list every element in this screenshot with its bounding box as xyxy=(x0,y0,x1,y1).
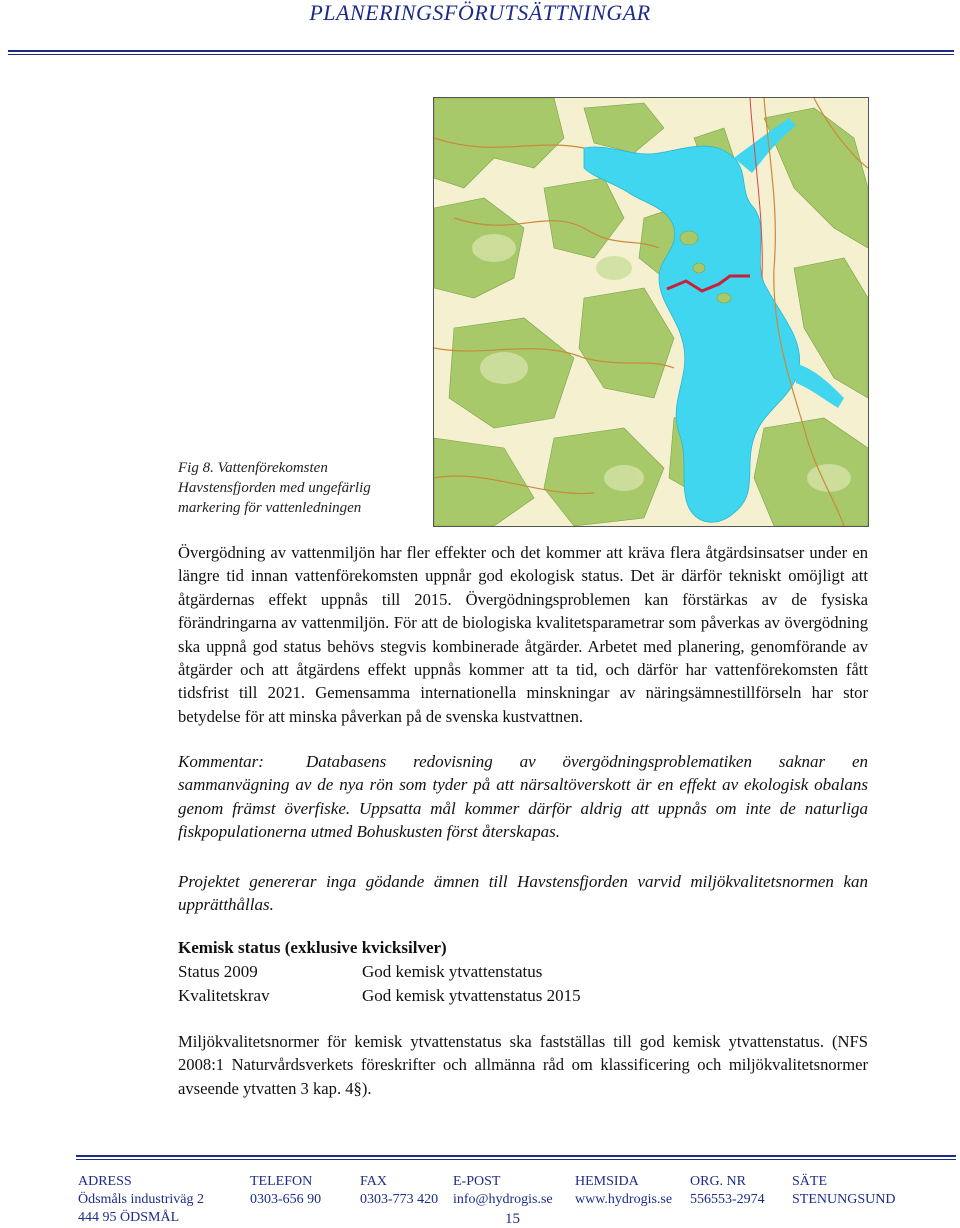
comment-label: Kommentar: xyxy=(178,752,264,771)
footer-fax xyxy=(360,1173,438,1209)
footer-orgnr xyxy=(690,1173,765,1209)
kemisk-row-value: God kemisk ytvattenstatus 2015 xyxy=(362,986,581,1005)
kemisk-status-row xyxy=(178,962,542,982)
footer-hemsida-link[interactable]: www.hydrogis.se xyxy=(575,1192,673,1207)
kemisk-status-row xyxy=(178,986,581,1006)
header-divider xyxy=(8,50,954,52)
kemisk-row-value: God kemisk ytvattenstatus xyxy=(362,962,543,981)
caption-line: Havstensfjorden med ungefärlig xyxy=(178,480,371,496)
footer-adress-line2: 444 95 ÖDSMÅL xyxy=(78,1210,180,1225)
footer-telefon xyxy=(250,1173,321,1209)
comment-text: Databasens redovisning av övergödningsproblematiken saknar en sammanvägning av de nya rön som tyder på att närsaltöverskott är en effekt av ekologisk obalans genom främst överfiske. Uppsatta mål kommer därför aldrig att uppnås om inte de naturliga fiskpopulationerna utmed Bohuskusten först återskapas. xyxy=(178,752,868,842)
map-graphic xyxy=(434,98,868,526)
header-divider-thin xyxy=(8,54,954,55)
comment-paragraph xyxy=(178,750,868,844)
caption-line: Fig 8. Vattenförekomsten xyxy=(178,460,328,476)
figure-caption xyxy=(178,458,418,518)
caption-line: markering för vattenledningen xyxy=(178,500,362,516)
footer-telefon-label: TELEFON xyxy=(250,1174,313,1189)
footer-orgnr-label: ORG. NR xyxy=(690,1174,747,1189)
footer-divider-thin xyxy=(76,1159,956,1160)
footer-adress-label: ADRESS xyxy=(78,1174,132,1189)
page-number: 15 xyxy=(505,1211,520,1227)
kemisk-status-heading: Kemisk status (exklusive kvicksilver) xyxy=(178,938,447,957)
footer-orgnr-value: 556553-2974 xyxy=(690,1192,765,1207)
footer-sate-label: SÄTE xyxy=(792,1174,827,1189)
footer-epost-label: E-POST xyxy=(453,1174,501,1189)
footer-hemsida xyxy=(575,1173,672,1209)
footer-divider xyxy=(76,1155,956,1157)
footer-telefon-value: 0303-656 90 xyxy=(250,1192,322,1207)
miljokvalitetsnorm-paragraph: Miljökvalitetsnormer för kemisk ytvattenstatus ska fastställas till god kemisk ytvattenstatus. (NFS 2008:1 Naturvårdsverkets föreskrifter och allmänna råd om klassificering och miljökvalitetsnormer avseende ytvatten 3 kap. 4§). xyxy=(178,1032,868,1098)
footer-fax-value: 0303-773 420 xyxy=(360,1192,439,1207)
fjord-map-image xyxy=(433,97,869,527)
footer-fax-label: FAX xyxy=(360,1174,387,1189)
footer-sate xyxy=(792,1173,895,1209)
footer-sate-value: STENUNGSUND xyxy=(792,1192,896,1207)
footer-epost xyxy=(453,1173,553,1209)
body-paragraph-overgodning: Övergödning av vattenmiljön har fler effekter och det kommer att kräva flera åtgärdsinsatser under en längre tid innan vattenförekomsten uppnår god ekologisk status. Det är därför tekniskt omöjligt att åtgärdernas effekt uppnås till 2015. Övergödningsproblemen kan förstärkas av de fysiska förändringarna av vattenmiljön. För att de biologiska kvalitetsparametrar som påverkas av övergödning ska uppnå god status behövs stegvis kombinerade åtgärder. Arbetet med planering, genomförande av åtgärder och att åtgärdens effekt uppnås kommer att ta tid, och därför har vattenförekomsten fått tidsfrist till 2021. Gemensamma internationella minskningar av näringsämnestillförseln har stor betydelse för att minska påverkan på de svenska kustvattnen. xyxy=(178,543,868,726)
footer-epost-link[interactable]: info@hydrogis.se xyxy=(453,1192,553,1207)
projekt-paragraph: Projektet genererar inga gödande ämnen till Havstensfjorden varvid miljökvalitetsnormen kan upprätthållas. xyxy=(178,872,868,915)
footer-adress xyxy=(78,1173,204,1227)
kemisk-row-key: Status 2009 xyxy=(178,962,258,981)
kemisk-row-key: Kvalitetskrav xyxy=(178,986,270,1005)
footer-adress-line1: Ödsmåls industriväg 2 xyxy=(78,1192,204,1207)
footer-hemsida-label: HEMSIDA xyxy=(575,1174,639,1189)
page-header-title: PLANERINGSFÖRUTSÄTTNINGAR xyxy=(309,0,651,25)
